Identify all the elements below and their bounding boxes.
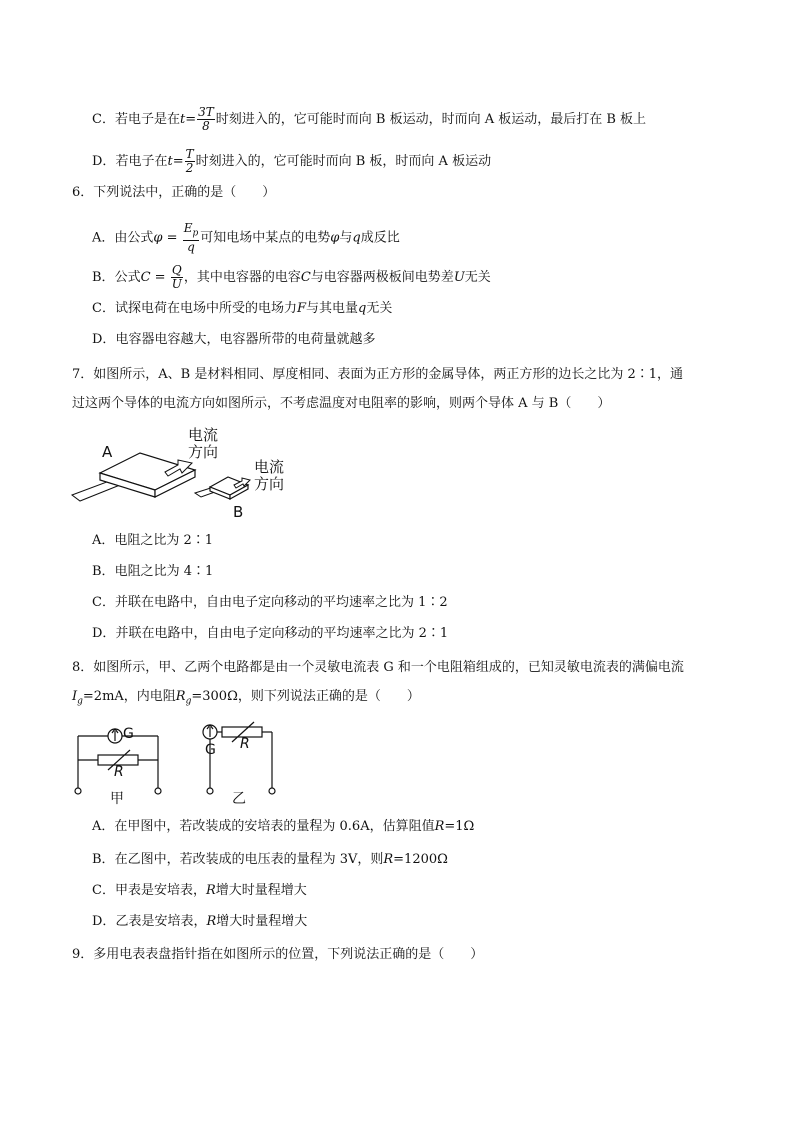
fraction: $\frac{E_p}{q}$	[183, 221, 199, 255]
q8-option-b: B．在乙图中，若改装成的电压表的量程为 3V，则R=1200Ω	[92, 852, 448, 867]
q7-stem-line2: 过这两个导体的电流方向如图所示，不考虑温度对电阻率的影响，则两个导体 A 与 B（ ）	[72, 396, 611, 411]
q8-stem-line1: 8．如图所示，甲、乙两个电路都是由一个灵敏电流表 G 和一个电阻箱组成的，已知灵敏电流表的满偏电流	[72, 660, 684, 675]
q6-stem: 6．下列说法中，正确的是（ ）	[72, 185, 276, 200]
q8-option-a: A．在甲图中，若改装成的安培表的量程为 0.6A，估算阻值R=1Ω	[92, 819, 475, 834]
q6-option-b: B．公式C = $\frac{Q}{U}$ ，其中电容器的电容C与电容器两极板间电势差U无关	[92, 263, 491, 291]
q7-option-d: D．并联在电路中，自由电子定向移动的平均速率之比为 2∶1	[92, 626, 449, 641]
circuit-yi	[203, 722, 275, 794]
fraction: $\frac{Q}{U}$	[171, 263, 182, 291]
q9-stem: 9．多用电表表盘指针指在如图所示的位置，下列说法正确的是（ ）	[72, 947, 484, 962]
q7-figure	[70, 425, 310, 525]
circuit-label-yi: 乙	[232, 791, 246, 807]
label-b: B	[233, 503, 244, 521]
q8-stem-line2: $I_g=2mA$，内电阻$R_g=300\Omega$，则下列说法正确的是（ ）	[72, 689, 420, 707]
q7-option-c: C．并联在电路中，自由电子定向移动的平均速率之比为 1∶2	[92, 595, 448, 610]
q6-option-c: C．试探电荷在电场中所受的电场力F与其电量q无关	[92, 301, 393, 316]
circuit-jia	[75, 729, 161, 794]
current-direction-label-a: 电流 方向	[188, 426, 219, 461]
circuit-label-jia: 甲	[110, 791, 124, 807]
circuit-diagram	[70, 716, 290, 808]
q5-option-c: C．若电子是在t= $\frac{3T}{8}$ 时刻进入的，它可能时而向 B 板运动，时而向 A 板运动，最后打在 B 板上	[92, 105, 647, 133]
q6-option-d: D．电容器电容越大，电容器所带的电荷量就越多	[92, 332, 376, 347]
q7-stem-line1: 7．如图所示，A、B 是材料相同、厚度相同、表面为正方形的金属导体，两正方形的边长之比为 2∶1，通	[72, 367, 684, 382]
label-a: A	[102, 443, 113, 461]
fraction: $\frac{3T}{8}$	[198, 105, 214, 133]
fraction: $\frac{T}{2}$	[185, 147, 194, 175]
q8-option-d: D．乙表是安培表，R增大时量程增大	[92, 914, 308, 929]
q5-option-d: D．若电子在t= $\frac{T}{2}$ 时刻进入的，它可能时而向 B 板，时而向 A 板运动	[92, 147, 492, 175]
galvanometer-label-jia: G	[123, 726, 134, 742]
q8-figure	[70, 716, 290, 808]
galvanometer-label-yi: G	[205, 742, 216, 758]
q7-option-a: A．电阻之比为 2∶1	[92, 533, 214, 548]
q8-option-c: C．甲表是安培表，R增大时量程增大	[92, 883, 307, 898]
q6-option-a: A．由公式φ = $\frac{E_p}{q}$ 可知电场中某点的电势φ与q成反比	[92, 221, 400, 255]
current-direction-label-b: 电流 方向	[254, 458, 285, 493]
q7-option-b: B．电阻之比为 4∶1	[92, 564, 214, 579]
resistor-label-jia: R	[114, 764, 124, 780]
resistor-label-yi: R	[240, 736, 250, 752]
